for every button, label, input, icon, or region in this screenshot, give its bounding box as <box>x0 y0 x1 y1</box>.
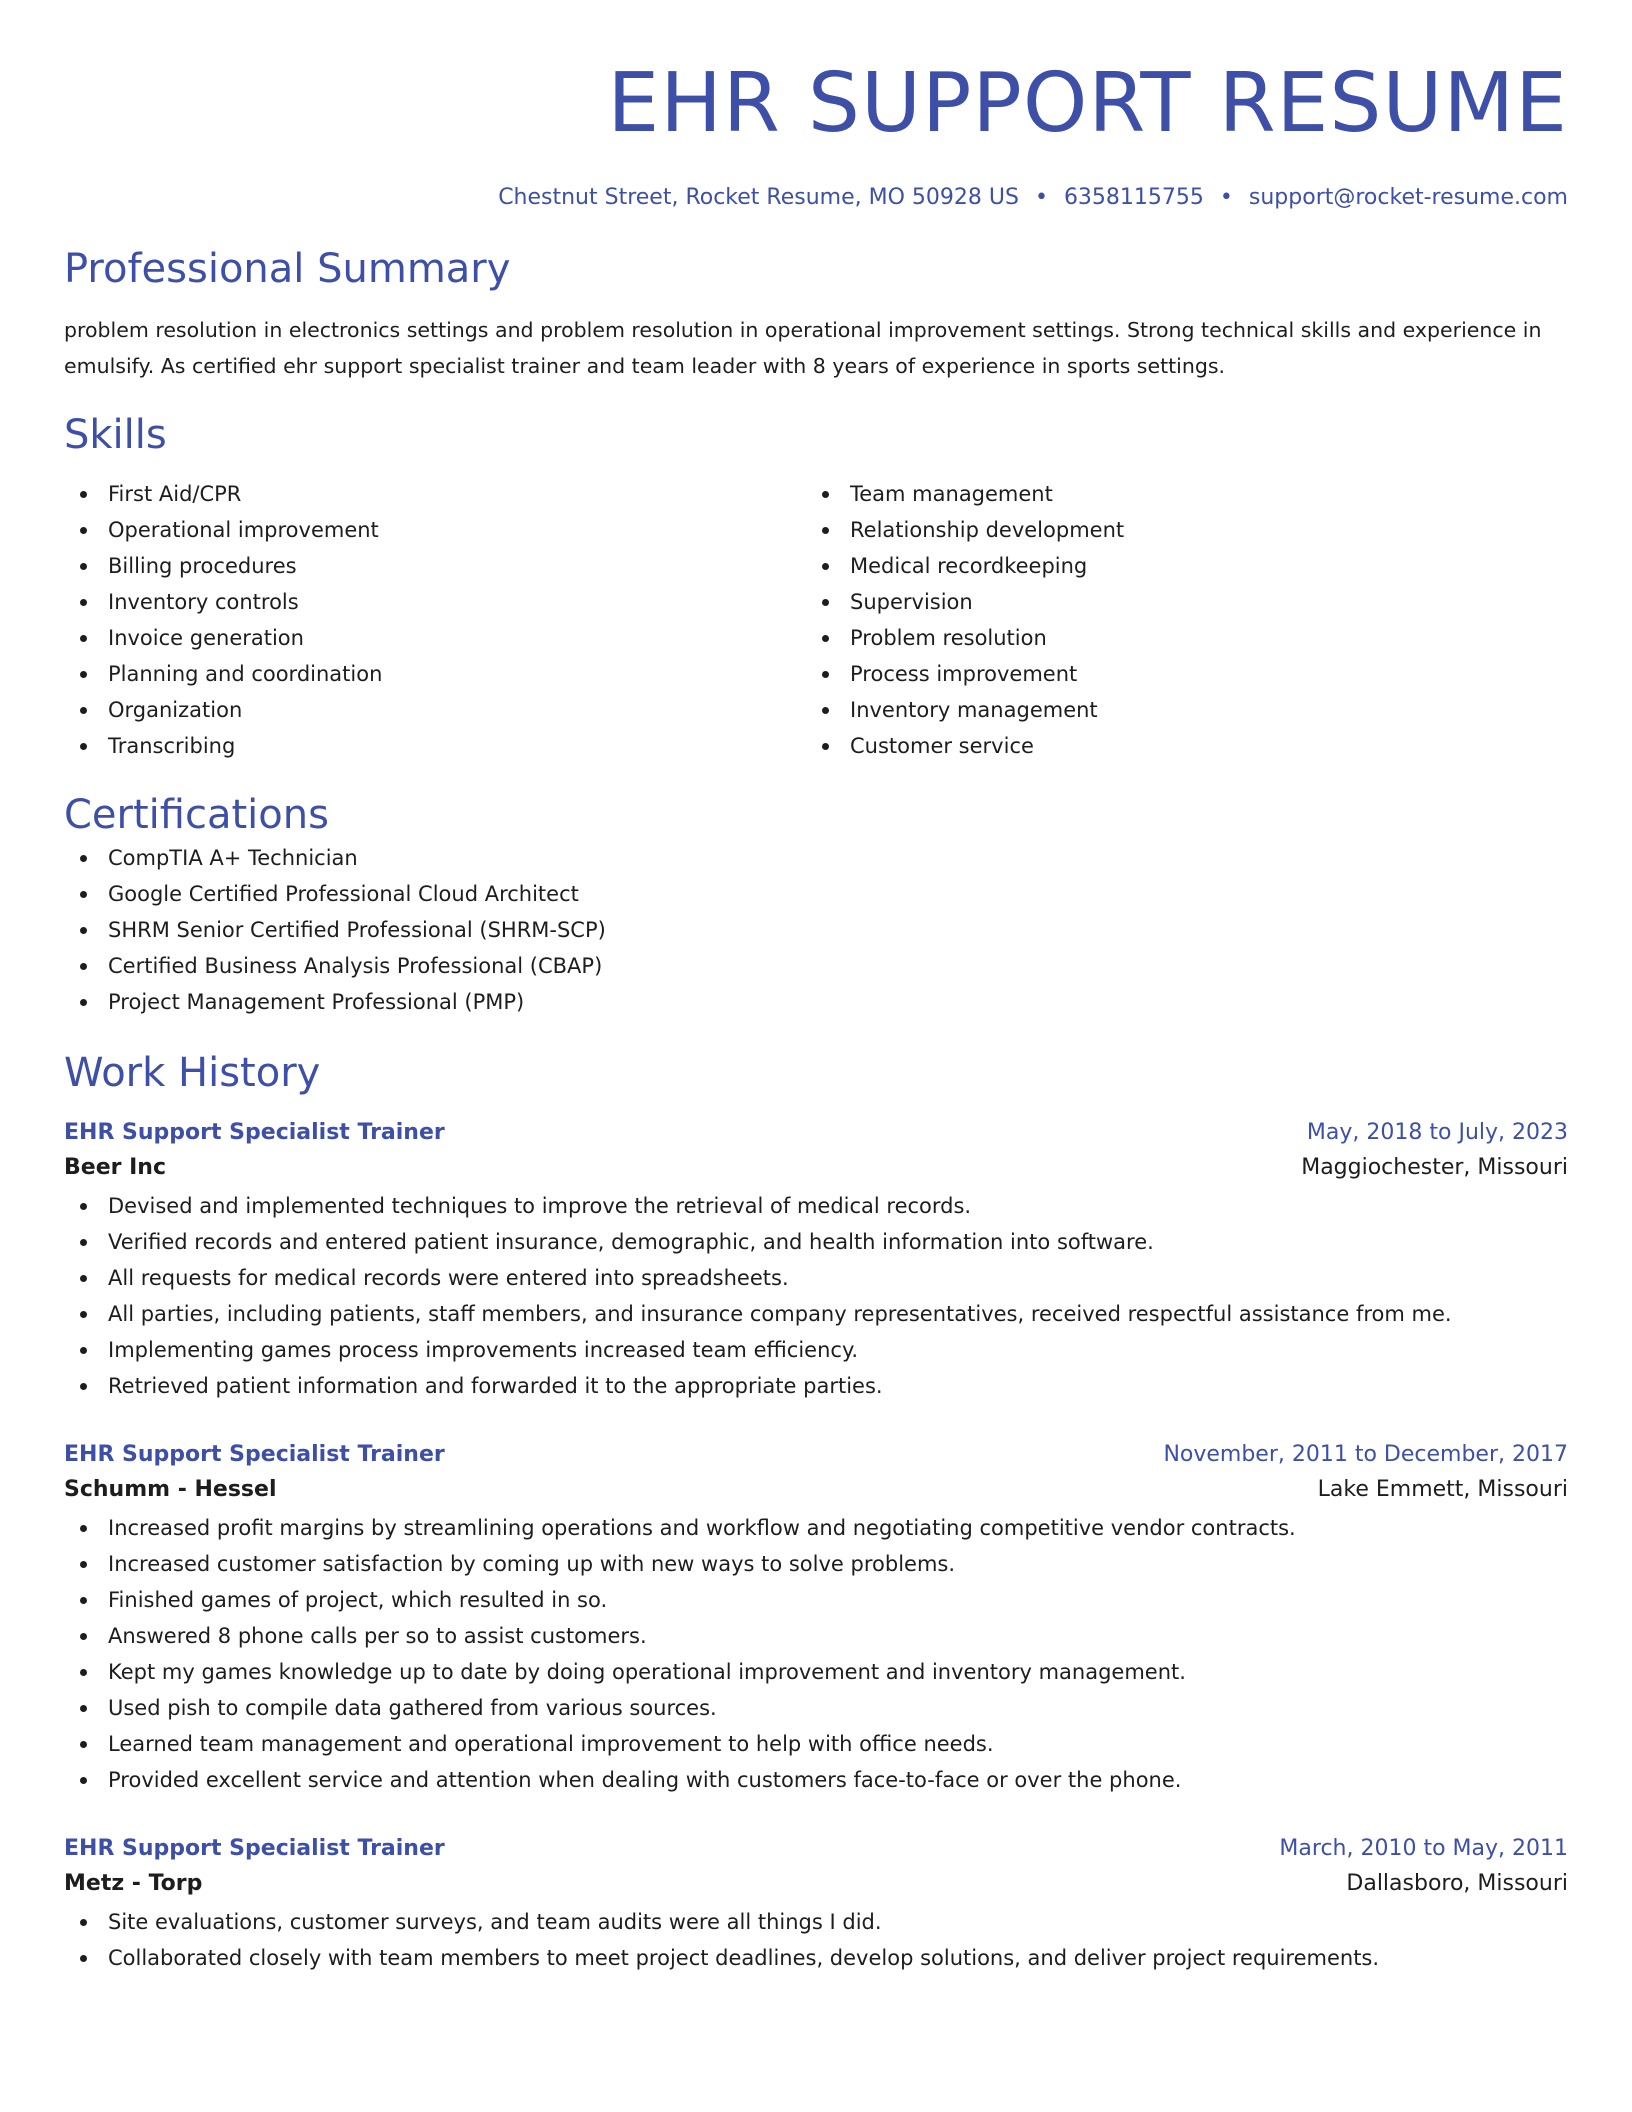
skill-item: Inventory management <box>806 692 1548 728</box>
job-bullet: Learned team management and operational improvement to help with office needs. <box>64 1726 1568 1762</box>
contact-phone[interactable]: 6358115755 <box>1063 185 1204 210</box>
job-entry <box>64 1440 1568 1798</box>
job-bullet: Finished games of project, which resulted in so. <box>64 1582 1568 1618</box>
skill-item: Organization <box>64 692 806 728</box>
job-company-row <box>64 1148 1568 1188</box>
resume-header <box>64 0 1568 214</box>
job-title-row <box>64 1834 1568 1864</box>
skill-item: Customer service <box>806 728 1548 764</box>
skill-item: Billing procedures <box>64 548 806 584</box>
contact-email[interactable]: support@rocket-resume.com <box>1248 185 1568 210</box>
job-bullet: Devised and implemented techniques to improve the retrieval of medical records. <box>64 1188 1568 1224</box>
skill-item: First Aid/CPR <box>64 476 806 512</box>
contact-address: Chestnut Street, Rocket Resume, MO 50928 US <box>498 185 1019 210</box>
job-title-row <box>64 1118 1568 1148</box>
summary-heading: Professional Summary <box>64 246 511 292</box>
skill-item: Team management <box>806 476 1548 512</box>
skills-heading: Skills <box>64 412 167 458</box>
job-dates: May, 2018 to July, 2023 <box>1306 1120 1568 1145</box>
job-company-row <box>64 1864 1568 1904</box>
work-history-section <box>64 1048 1568 1976</box>
job-entry <box>64 1118 1568 1404</box>
job-entry <box>64 1834 1568 1976</box>
job-company: Beer Inc <box>64 1155 167 1180</box>
skill-item: Inventory controls <box>64 584 806 620</box>
job-bullet: Answered 8 phone calls per so to assist customers. <box>64 1618 1568 1654</box>
resume-title: EHR SUPPORT RESUME <box>607 56 1568 151</box>
certification-item: Google Certified Professional Cloud Architect <box>64 876 1568 912</box>
job-dates: November, 2011 to December, 2017 <box>1163 1442 1568 1467</box>
job-bullet-list <box>64 1188 1568 1404</box>
job-bullet: Site evaluations, customer surveys, and team audits were all things I did. <box>64 1904 1568 1940</box>
job-bullet: Provided excellent service and attention when dealing with customers face-to-face or over the phone. <box>64 1762 1568 1798</box>
certifications-section <box>64 790 1568 1020</box>
job-bullet: Used pish to compile data gathered from various sources. <box>64 1690 1568 1726</box>
certification-item: Project Management Professional (PMP) <box>64 984 1568 1020</box>
job-bullet: Increased profit margins by streamlining operations and workflow and negotiating competitive vendor contracts. <box>64 1510 1568 1546</box>
job-title: EHR Support Specialist Trainer <box>64 1442 445 1467</box>
skill-item: Problem resolution <box>806 620 1548 656</box>
job-title: EHR Support Specialist Trainer <box>64 1836 445 1861</box>
skill-item: Transcribing <box>64 728 806 764</box>
job-bullet-list <box>64 1510 1568 1798</box>
skill-item: Relationship development <box>806 512 1548 548</box>
skills-section <box>64 410 1568 764</box>
skills-list-left <box>64 476 806 764</box>
certification-item: CompTIA A+ Technician <box>64 840 1568 876</box>
skill-item: Process improvement <box>806 656 1548 692</box>
skill-item: Invoice generation <box>64 620 806 656</box>
job-bullet-list <box>64 1904 1568 1976</box>
job-title-row <box>64 1440 1568 1470</box>
job-location: Dallasboro, Missouri <box>1346 1871 1568 1896</box>
job-company-row <box>64 1470 1568 1510</box>
work-history-heading: Work History <box>64 1050 321 1096</box>
skills-list-right <box>806 476 1548 764</box>
job-bullet: Kept my games knowledge up to date by doing operational improvement and inventory management. <box>64 1654 1568 1690</box>
summary-section <box>64 244 1568 384</box>
skill-item: Medical recordkeeping <box>806 548 1548 584</box>
certification-item: SHRM Senior Certified Professional (SHRM-SCP) <box>64 912 1568 948</box>
job-title: EHR Support Specialist Trainer <box>64 1120 445 1145</box>
contact-separator: • <box>1219 185 1233 210</box>
job-bullet: Retrieved patient information and forwarded it to the appropriate parties. <box>64 1368 1568 1404</box>
job-company: Schumm - Hessel <box>64 1477 277 1502</box>
skill-item: Supervision <box>806 584 1548 620</box>
contact-line <box>64 182 1568 214</box>
contact-separator: • <box>1034 185 1048 210</box>
job-location: Maggiochester, Missouri <box>1301 1155 1568 1180</box>
job-bullet: Verified records and entered patient insurance, demographic, and health information into software. <box>64 1224 1568 1260</box>
job-bullet: Implementing games process improvements increased team efficiency. <box>64 1332 1568 1368</box>
job-bullet: All parties, including patients, staff members, and insurance company representatives, received respectful assistance from me. <box>64 1296 1568 1332</box>
certifications-heading: Certifications <box>64 792 329 838</box>
certifications-list <box>64 840 1568 1020</box>
job-bullet: All requests for medical records were entered into spreadsheets. <box>64 1260 1568 1296</box>
job-bullet: Collaborated closely with team members to meet project deadlines, develop solutions, and deliver project requirements. <box>64 1940 1568 1976</box>
job-company: Metz - Torp <box>64 1871 203 1896</box>
job-dates: March, 2010 to May, 2011 <box>1279 1836 1568 1861</box>
summary-text: problem resolution in electronics settings and problem resolution in operational improvement settings. Strong technical skills and experience in emulsify. As certified ehr support specialist trainer and team leader with 8 years of experience in sports settings. <box>64 318 1542 378</box>
skills-grid <box>64 476 1568 764</box>
skill-item: Planning and coordination <box>64 656 806 692</box>
job-location: Lake Emmett, Missouri <box>1317 1477 1568 1502</box>
certification-item: Certified Business Analysis Professional (CBAP) <box>64 948 1568 984</box>
skill-item: Operational improvement <box>64 512 806 548</box>
job-bullet: Increased customer satisfaction by coming up with new ways to solve problems. <box>64 1546 1568 1582</box>
